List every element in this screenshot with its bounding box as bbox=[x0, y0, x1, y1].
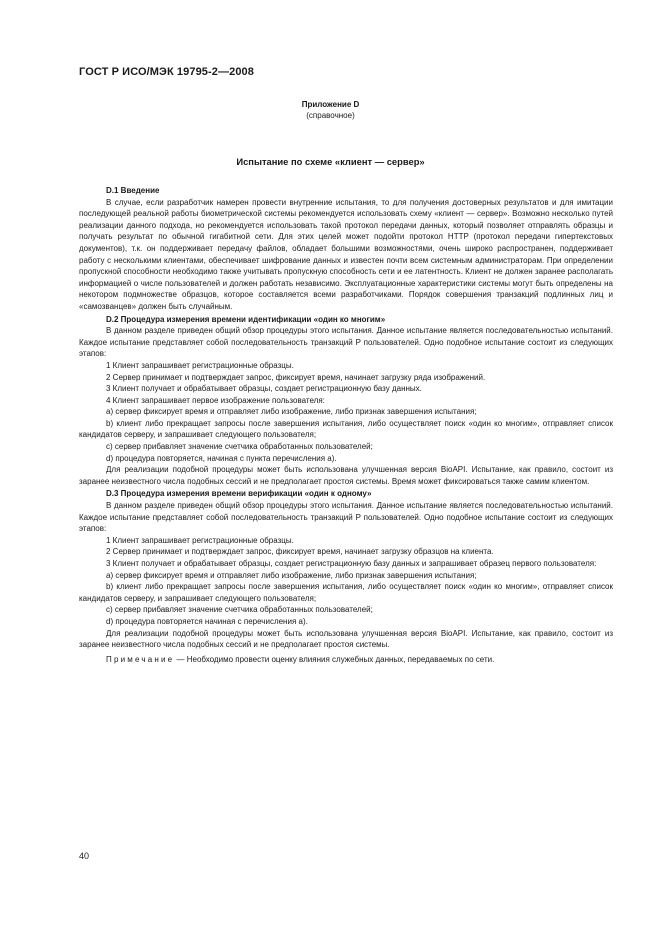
section-d1-paragraph: В случае, если разработчик намерен провести внутренние испытания, то для получения достоверных результатов и для имитации последующей реальной работы биометрической системы рекомендуется использовать схему «клиент — сервер». Возможно несколько путей реализации данного подхода, но рекомендуется использовать такой протокол передачи данных, который позволяет отправлять образцы и получать результат по обычной гигабитной сети. Для этих целей может подойти протокол HTTP (протокол передачи гипертекстовых документов), т.к. он поддерживает передачу файлов, обладает большими возможностями, очень широко распространен, поддерживает работу с несколькими клиентами, обеспечивает шифрование данных и известен почти всем системным администраторам. При определении пропускной способности необходимо также учитывать пропускную способность сети и ее латентность. Клиент не должен заранее располагать информацией о числе пользователей и должен работать независимо. Эксплуатационные характеристики системы могут быть определены на некотором подмножестве образцов, которое составляется всеми разработчиками. Порядок совершения транзакций подлинных лиц и «самозванцев» должен быть случайным. bbox=[79, 197, 613, 311]
section-d2-item-a: a) сервер фиксирует время и отправляет либо изображение, либо признак завершения испытания; bbox=[106, 407, 477, 417]
section-d3-step-2: 2 Сервер принимает и подтверждает запрос, фиксирует время, начинает загрузку образцов на клиента. bbox=[106, 547, 494, 557]
section-d3-item-a: a) сервер фиксирует время и отправляет либо изображение, либо признак завершения испытания; bbox=[106, 570, 477, 580]
section-d3-step-1: 1 Клиент запрашивает регистрационные образцы. bbox=[106, 535, 294, 545]
section-d3-item-d: d) процедура повторяется начиная с перечисления а). bbox=[106, 616, 308, 626]
section-d3-item-c: c) сервер прибавляет значение счетчика обработанных пользователей; bbox=[106, 605, 373, 615]
section-d3-item-b: b) клиент либо прекращает запросы после завершения испытания, либо осуществляет поиск «один ко многим», отправляет список кандидатов серверу, и запрашивает следующего пользователя; bbox=[79, 582, 613, 603]
section-d2-item-d: d) процедура повторяется, начиная с пункта перечисления а). bbox=[106, 453, 337, 463]
section-d1-heading: D.1 Введение bbox=[106, 186, 160, 195]
section-d2-outro: Для реализации подобной процедуры может быть использована улучшенная версия BioAPI. Испытание, как правило, состоит из заранее неизвестного числа подобных сессий и не предполагает простоя системы. Время может фиксироваться также самим клиентом. bbox=[79, 465, 613, 486]
annex-block bbox=[0, 99, 661, 121]
section-d2-heading: D.2 Процедура измерения времени идентификации «один ко многим» bbox=[106, 314, 386, 324]
section-d2-item-b: b) клиент либо прекращает запросы после завершения испытания, либо осуществляет поиск «один ко многим», отправляет список кандидатов серверу, и запрашивает следующего пользователя; bbox=[79, 418, 613, 440]
page-number: 40 bbox=[79, 851, 90, 861]
section-d2-intro: В данном разделе приведен общий обзор процедуры этого испытания. Данное испытание является последовательностью испытаний. Каждое испытание представляет собой последовательность транзакций P пользователей. Одно подобное испытание состоит из следующих этапов: bbox=[79, 326, 613, 359]
note-text: — Необходимо провести оценку влияния служебных данных, передаваемых по сети. bbox=[174, 654, 495, 664]
note bbox=[79, 654, 613, 666]
section-d2-item-c: c) сервер прибавляет значение счетчика обработанных пользователей; bbox=[106, 442, 373, 452]
section-d2-step-4: 4 Клиент запрашивает первое изображение пользователя: bbox=[106, 395, 325, 405]
section-d2-step-2: 2 Сервер принимает и подтверждает запрос, фиксирует время, начинает загрузку ряда изображений. bbox=[106, 372, 486, 382]
standard-header: ГОСТ Р ИСО/МЭК 19795-2—2008 bbox=[79, 66, 254, 78]
section-d2-step-1: 1 Клиент запрашивает регистрационные образцы. bbox=[106, 360, 294, 370]
section-d3-intro: В данном разделе приведен общий обзор процедуры этого испытания. Данное испытание является последовательностью испытаний. Каждое испытание представляет собой последовательность транзакций P пользователей. Одно подобное испытание состоит из следующих этапов: bbox=[79, 501, 613, 534]
document-body bbox=[79, 184, 613, 665]
annex-title: Приложение D bbox=[301, 100, 360, 109]
section-d3-step-3: 3 Клиент получает и обрабатывает образцы, создает регистрационную базу данных и запрашивает образец первого пользователя: bbox=[106, 559, 597, 568]
main-title: Испытание по схеме «клиент — сервер» bbox=[236, 156, 425, 167]
annex-subtitle: (справочное) bbox=[306, 111, 355, 120]
section-d2-step-3: 3 Клиент получает и обрабатывает образцы, создает регистрационную базу данных. bbox=[106, 384, 422, 394]
section-d3-heading: D.3 Процедура измерения времени верификации «один к одному» bbox=[106, 489, 372, 499]
section-d3-outro: Для реализации подобной процедуры может быть использована улучшенная версия BioAPI. Испытание, как правило, состоит из заранее неизвестного числа подобных сессий и не предполагает простоя системы. bbox=[79, 628, 613, 650]
note-label: Примечание bbox=[106, 654, 175, 664]
